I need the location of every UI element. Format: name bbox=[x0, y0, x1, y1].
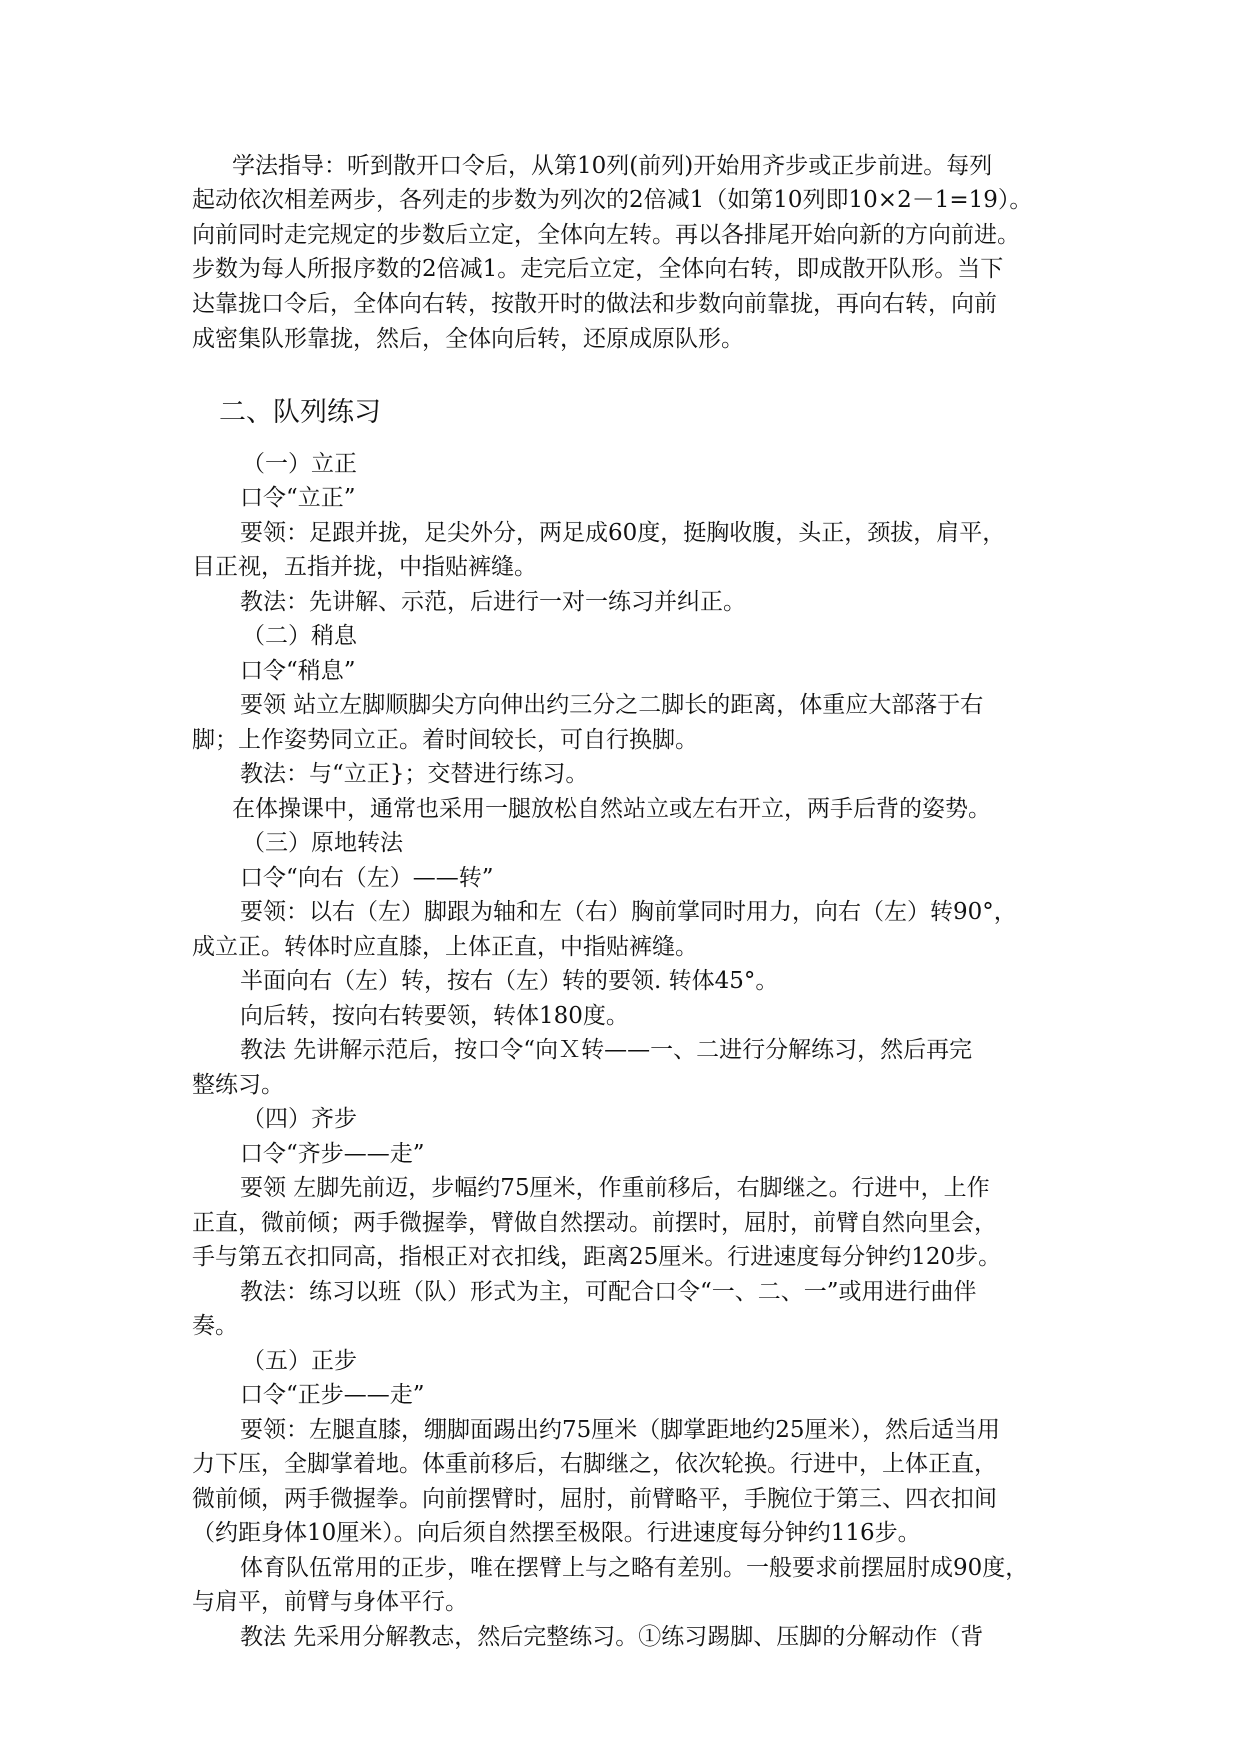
paragraph-line: 口令“稍息” bbox=[240, 658, 356, 684]
paragraph-line: 微前倾，两手微握拳。向前摆臂时，屈肘，前臂略平，手腕位于第三、四衣扣间 bbox=[192, 1486, 997, 1512]
paragraph-line: 要领：以右（左）脚跟为轴和左（右）胸前掌同时用力，向右（左）转90°， bbox=[240, 899, 1017, 925]
paragraph-line: 体育队伍常用的正步，唯在摆臂上与之略有差别。一般要求前摆屈肘成90度， bbox=[240, 1555, 1029, 1581]
paragraph-line: 教法：先讲解、示范，后进行一对一练习并纠正。 bbox=[240, 589, 746, 615]
paragraph-line: 目正视，五指并拢，中指贴裤缝。 bbox=[192, 554, 537, 580]
paragraph-line: 成密集队形靠拢，然后，全体向后转，还原成原队形。 bbox=[192, 326, 744, 352]
paragraph-line: 要领：左腿直膝，绷脚面踢出约75厘米（脚掌距地约25厘米），然后适当用 bbox=[240, 1417, 1001, 1443]
section-heading: 二、队列练习 bbox=[219, 397, 381, 428]
paragraph-line: （约距身体10厘米）。向后须自然摆至极限。行进速度每分钟约116步。 bbox=[192, 1520, 921, 1546]
paragraph-line: 向前同时走完规定的步数后立定，全体向左转。再以各排尾开始向新的方向前进。 bbox=[192, 222, 1020, 248]
paragraph-line: 奏。 bbox=[192, 1313, 238, 1339]
paragraph-line: 整练习。 bbox=[192, 1072, 284, 1098]
paragraph-line: 正直，微前倾；两手微握拳，臂做自然摆动。前摆时，屈肘，前臂自然向里会， bbox=[192, 1210, 997, 1236]
paragraph-line: 向后转，按向右转要领，转体180度。 bbox=[240, 1003, 629, 1029]
paragraph-line: 要领：足跟并拢，足尖外分，两足成60度，挺胸收腹，头正，颈拔，肩平， bbox=[240, 520, 1006, 546]
subheading: （三）原地转法 bbox=[242, 830, 403, 856]
paragraph-line: 要领 左脚先前迈，步幅约75厘米，作重前移后，右脚继之。行进中，上作 bbox=[240, 1175, 990, 1201]
subheading: （四）齐步 bbox=[242, 1106, 357, 1132]
paragraph-line: 与肩平，前臂与身体平行。 bbox=[192, 1589, 468, 1615]
subheading: （一）立正 bbox=[242, 451, 357, 477]
paragraph-line: 成立正。转体时应直膝，上体正直，中指贴裤缝。 bbox=[192, 934, 698, 960]
paragraph-line: 学法指导：听到散开口令后，从第10列(前列)开始用齐步或正步前进。每列 bbox=[232, 153, 993, 179]
paragraph-line: 手与第五衣扣同高，指根正对衣扣线，距离25厘米。行进速度每分钟约120步。 bbox=[192, 1244, 1002, 1270]
paragraph-line: 要领 站立左脚顺脚尖方向伸出约三分之二脚长的距离，体重应大部落于右 bbox=[240, 692, 984, 718]
paragraph-line: 教法 先讲解示范后，按口令“向Ｘ转——一、二进行分解练习，然后再完 bbox=[240, 1037, 973, 1063]
paragraph-line: 力下压，全脚掌着地。体重前移后，右脚继之，依次轮换。行进中，上体正直， bbox=[192, 1451, 997, 1477]
paragraph-line: 教法 先采用分解教志，然后完整练习。①练习踢脚、压脚的分解动作（背 bbox=[240, 1624, 984, 1650]
paragraph-line: 教法：练习以班（队）形式为主，可配合口令“一、二、一”或用进行曲伴 bbox=[240, 1279, 977, 1305]
paragraph-line: 口令“立正” bbox=[240, 485, 356, 511]
paragraph-line: 达靠拢口令后，全体向右转，按散开时的做法和步数向前靠拢，再向右转，向前 bbox=[192, 291, 997, 317]
paragraph-line: 步数为每人所报序数的2倍减1。走完后立定，全体向右转，即成散开队形。当下 bbox=[192, 256, 1004, 282]
paragraph-line: 半面向右（左）转，按右（左）转的要领. 转体45°。 bbox=[240, 968, 779, 994]
paragraph-line: 口令“齐步——走” bbox=[240, 1141, 425, 1167]
paragraph-line: 起动依次相差两步，各列走的步数为列次的2倍减1（如第10列即10×2－1=19）。 bbox=[192, 187, 1033, 213]
paragraph-line: 在体操课中，通常也采用一腿放松自然站立或左右开立，两手后背的姿势。 bbox=[232, 796, 991, 822]
subheading: （五）正步 bbox=[242, 1348, 357, 1374]
paragraph-line: 脚；上作姿势同立正。着时间较长，可自行换脚。 bbox=[192, 727, 698, 753]
paragraph-line: 教法：与“立正}；交替进行练习。 bbox=[240, 761, 589, 787]
subheading: （二）稍息 bbox=[242, 623, 357, 649]
paragraph-line: 口令“正步——走” bbox=[240, 1382, 425, 1408]
paragraph-line: 口令“向右（左）——转” bbox=[240, 865, 494, 891]
